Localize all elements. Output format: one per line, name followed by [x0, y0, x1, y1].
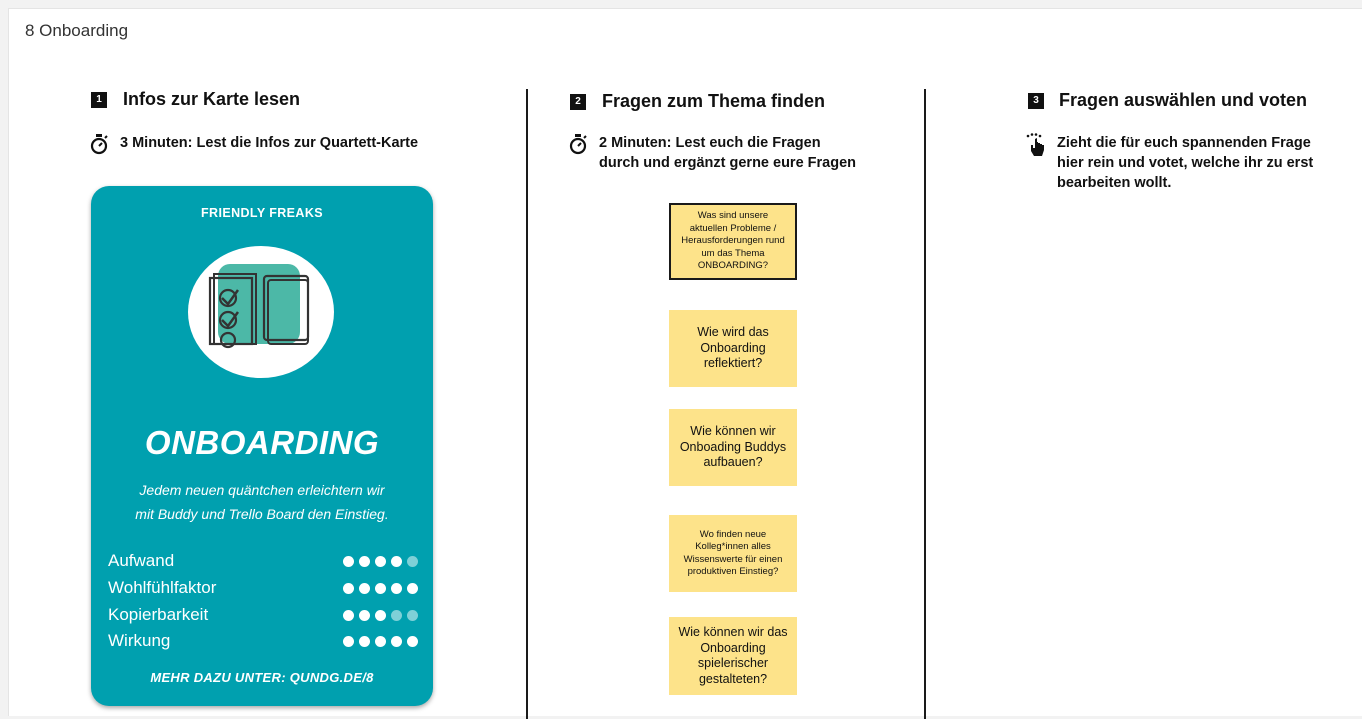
card-title: ONBOARDING	[144, 424, 380, 461]
metric-kopierbarkeit	[108, 602, 418, 628]
step-1-note-text: 3 Minuten: Lest die Infos zur Quartett-Karte	[120, 135, 419, 151]
board-frame	[8, 8, 1362, 716]
card-footer-link: MEHR DAZU UNTER: QUNDG.DE/8	[150, 670, 374, 685]
sticky-note-text: Wie können wir Onboading Buddys aufbauen?	[679, 424, 787, 470]
card-brand: FRIENDLY FREAKS	[201, 206, 323, 220]
rating-dot-filled	[407, 583, 418, 594]
rating-dots	[343, 583, 418, 594]
rating-dot-empty	[391, 610, 402, 621]
rating-dot-filled	[359, 556, 370, 567]
rating-dots	[343, 610, 418, 621]
rating-dot-filled	[343, 636, 354, 647]
stopwatch-icon	[89, 133, 111, 161]
rating-dot-filled	[375, 556, 386, 567]
card-description: Jedem neuen quäntchen erleichtern wir mit Buddy und Trello Board den Einstieg.	[135, 482, 389, 522]
step-1-number: 1	[91, 92, 107, 108]
metric-label: Aufwand	[108, 551, 175, 570]
step-2-note	[568, 133, 856, 173]
rating-dot-filled	[391, 636, 402, 647]
rating-dots	[343, 636, 418, 647]
rating-dot-filled	[391, 556, 402, 567]
rating-dot-filled	[375, 610, 386, 621]
metric-label: Wohlfühlfaktor	[108, 578, 217, 597]
sticky-note[interactable]	[669, 409, 797, 486]
rating-dot-filled	[343, 610, 354, 621]
column-divider-2	[924, 89, 926, 719]
step-2-note-text: 2 Minuten: Lest euch die Fragen durch und ergänzt gerne eure Fragen	[599, 135, 857, 171]
metric-wohlfuehlfaktor	[108, 575, 418, 601]
rating-dot-filled	[359, 636, 370, 647]
rating-dot-filled	[407, 636, 418, 647]
rating-dot-filled	[343, 583, 354, 594]
metric-aufwand	[108, 548, 418, 574]
step-3-note	[1025, 133, 1313, 193]
hand-pointer-icon	[1025, 133, 1047, 163]
sticky-note-text: Wo finden neue Kolleg*innen alles Wissenswerte für einen produktiven Einstieg?	[683, 528, 783, 577]
frame-title[interactable]: 8 Onboarding	[25, 21, 129, 40]
rating-dot-filled	[375, 583, 386, 594]
step-1-note	[89, 133, 418, 161]
rating-dot-filled	[359, 610, 370, 621]
step-2-number: 2	[570, 94, 586, 110]
rating-dot-filled	[359, 583, 370, 594]
sticky-note-text: Wie wird das Onboarding reflektiert?	[697, 325, 769, 371]
step-1-title: Infos zur Karte lesen	[123, 89, 301, 109]
step-2-title: Fragen zum Thema finden	[602, 91, 826, 111]
sticky-note-text: Was sind unsere aktuellen Probleme / Herausforderungen rund um das Thema ONBOARDING?	[681, 210, 785, 272]
step-3-note-text: Zieht die für euch spannenden Frage hier rein und votet, welche ihr zu erst bearbeiten wollt.	[1057, 135, 1314, 191]
sticky-note-text: Wie können wir das Onboarding spielerischer gestalteten?	[678, 625, 788, 686]
metric-label: Wirkung	[108, 631, 171, 650]
step-3-number: 3	[1028, 93, 1044, 109]
sticky-note[interactable]	[669, 203, 797, 280]
rating-dot-filled	[391, 583, 402, 594]
metric-label: Kopierbarkeit	[108, 605, 209, 624]
step-3-title: Fragen auswählen und voten	[1059, 90, 1308, 110]
rating-dots	[343, 556, 418, 567]
checklist-icon	[188, 246, 334, 378]
step-3-heading	[1028, 90, 1307, 111]
column-divider-1	[526, 89, 528, 719]
quartet-card[interactable]	[91, 186, 433, 706]
step-1-heading	[91, 89, 300, 110]
sticky-note[interactable]	[669, 515, 797, 592]
stopwatch-icon	[568, 133, 590, 161]
sticky-note[interactable]	[669, 310, 797, 387]
metric-wirkung	[108, 628, 418, 654]
rating-dot-filled	[375, 636, 386, 647]
card-illustration	[188, 246, 334, 378]
step-2-heading	[570, 91, 825, 112]
rating-dot-empty	[407, 556, 418, 567]
rating-dot-empty	[407, 610, 418, 621]
sticky-note[interactable]	[669, 617, 797, 695]
rating-dot-filled	[343, 556, 354, 567]
